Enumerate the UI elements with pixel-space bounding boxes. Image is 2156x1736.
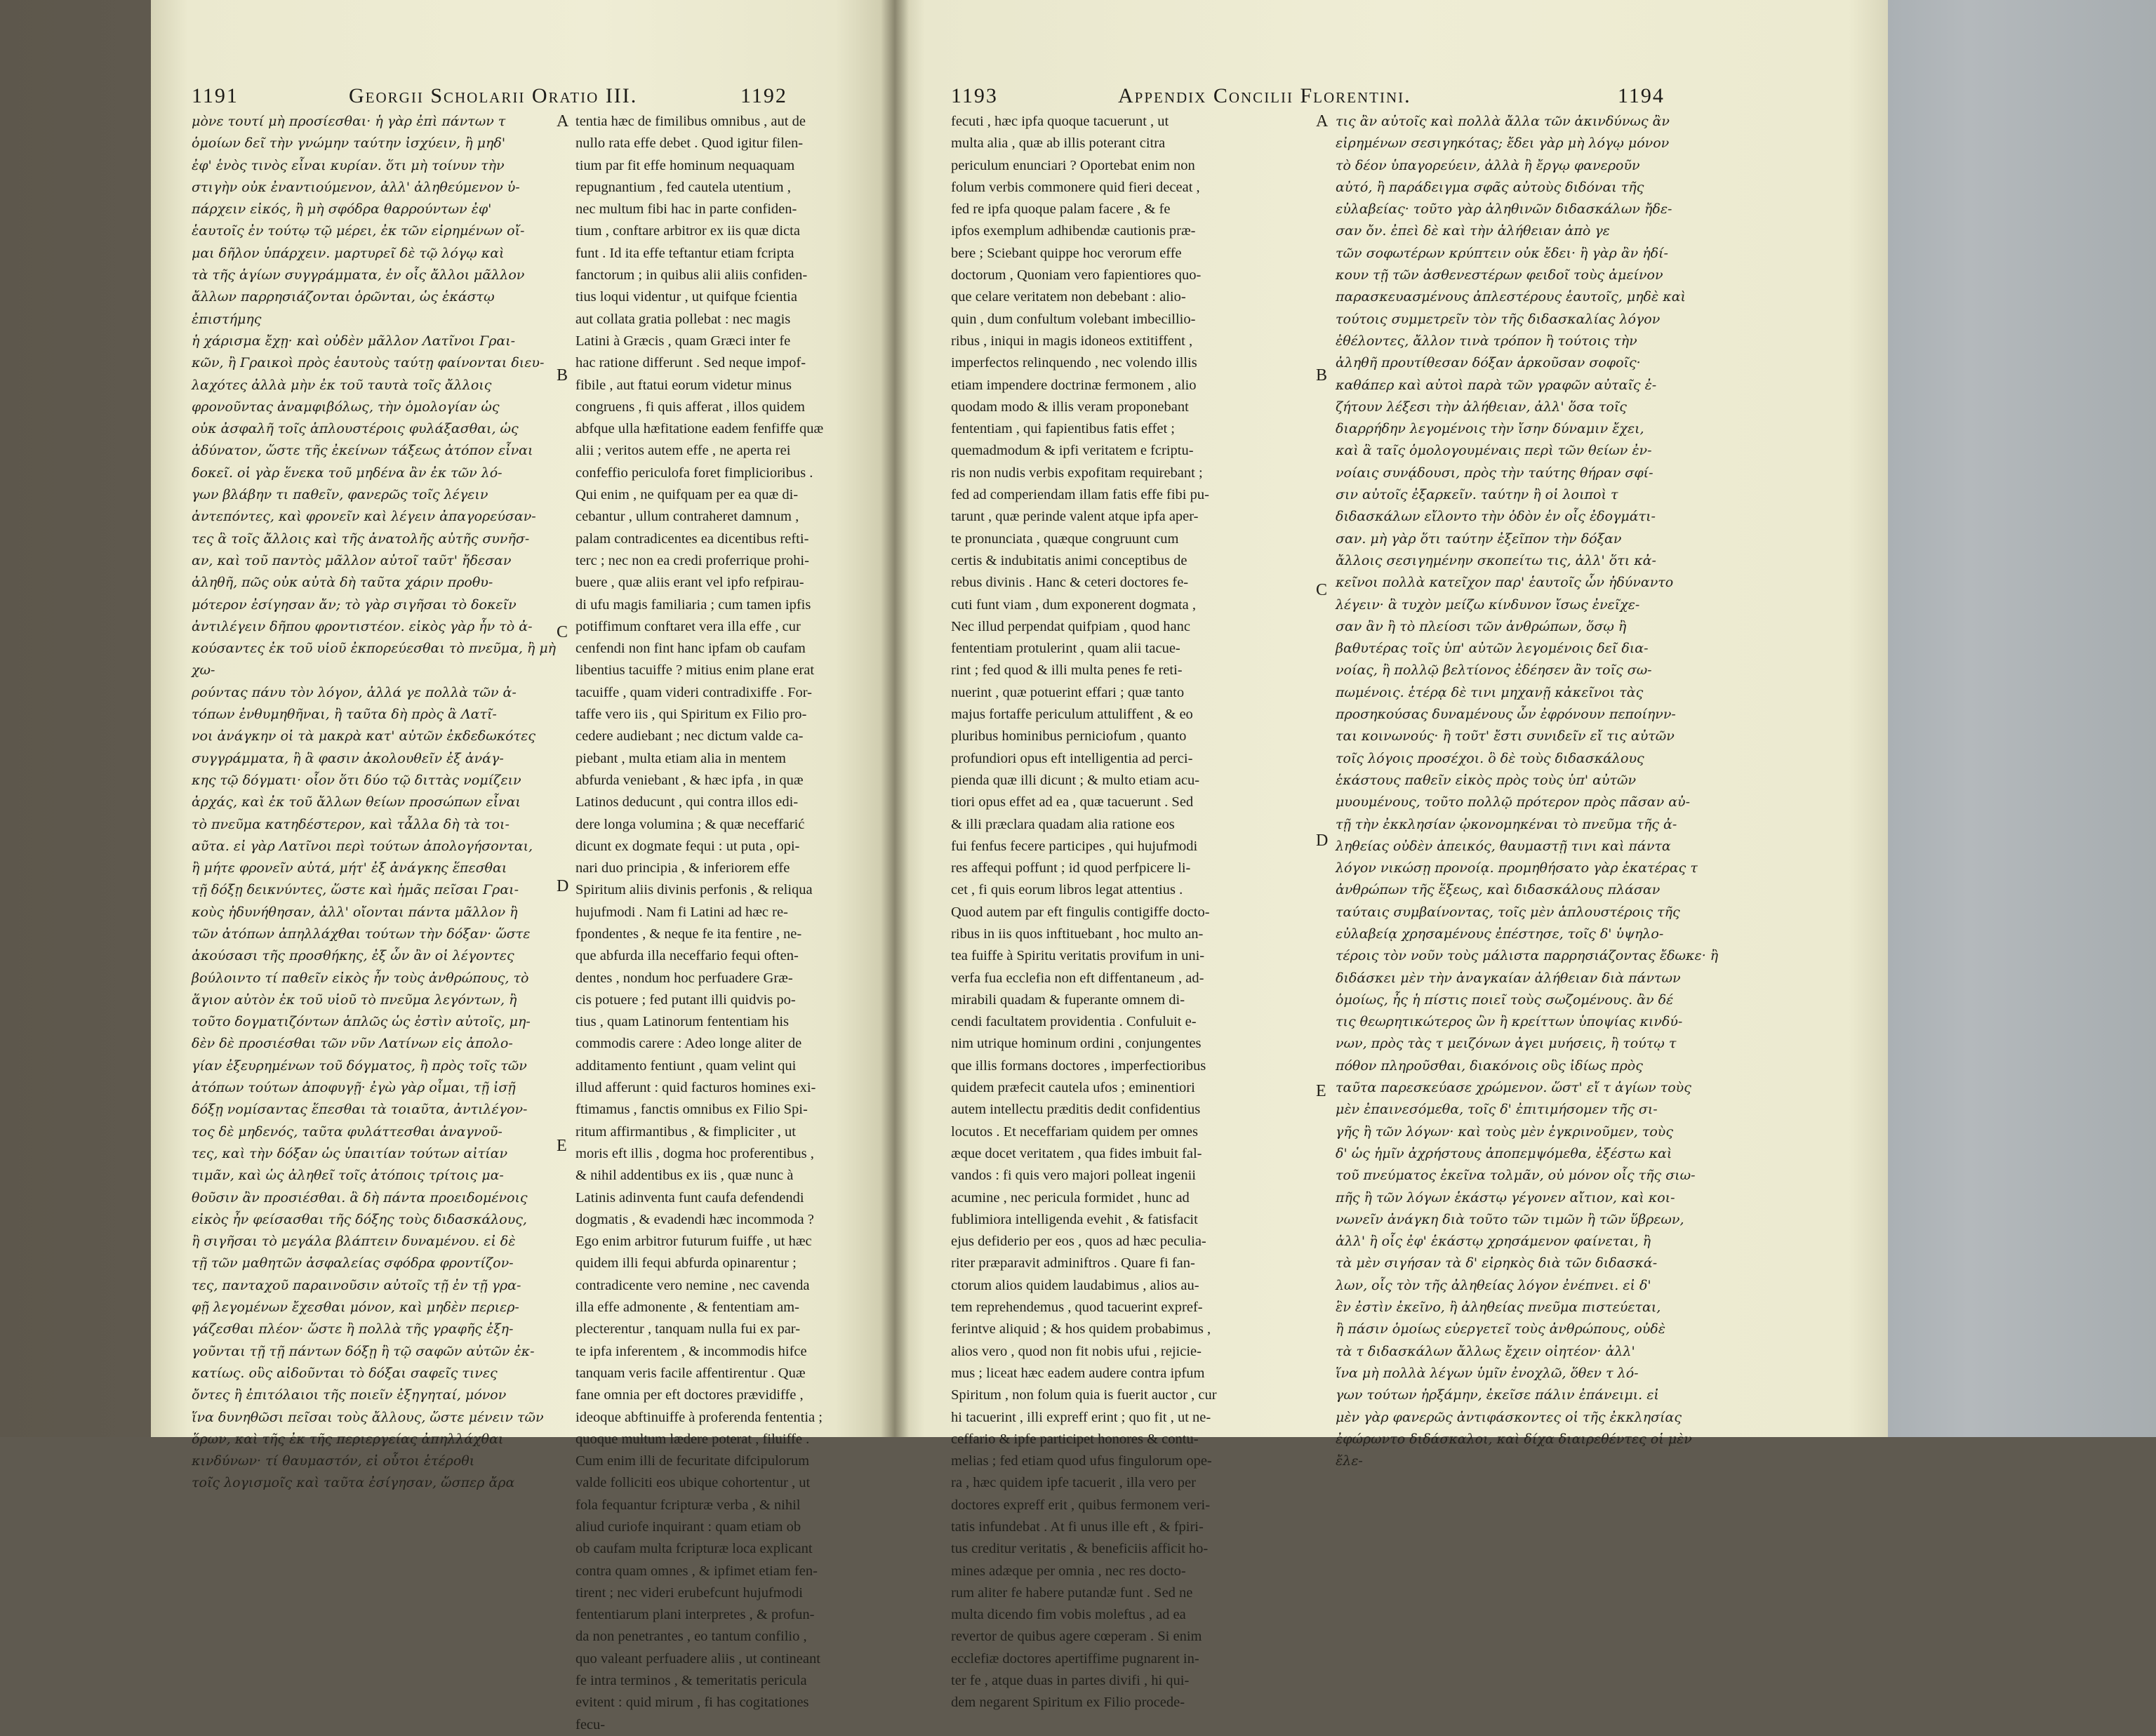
left-running-head — [151, 84, 895, 112]
page-number-1193: 1193 — [951, 84, 998, 107]
greek-column — [192, 111, 557, 1491]
running-title-right: Appendix Concilii Florentini. — [1118, 84, 1411, 107]
margin-letter-c: C — [557, 623, 568, 641]
margin-letter-a: A — [557, 112, 569, 131]
latin-column — [575, 111, 884, 1732]
margin-letter-d: D — [557, 877, 569, 895]
page-number-1191: 1191 — [192, 84, 239, 107]
page-number-1194: 1194 — [1618, 84, 1665, 107]
margin-letter-b: B — [1316, 366, 1328, 385]
greek-column — [1336, 111, 1729, 1469]
table-surface — [1888, 0, 2156, 1437]
left-page — [151, 0, 895, 1732]
margin-letter-a: A — [1316, 112, 1329, 131]
right-page — [895, 0, 1888, 1711]
latin-column — [951, 111, 1310, 1711]
margin-letter-b: B — [557, 366, 568, 385]
margin-letter-d: D — [1316, 832, 1329, 850]
greek-text: μὸνε τουτί μὴ προσίεσθαι· ἡ γὰρ ἐπὶ πάντων τ ὁμοίων δεῖ τὴν γνώμην ταύτην ἰσχύειν, ἢ μηδ' ἐφ' ἑνὸς τινὸς εἶναι κυρίαν. ὅτι μὴ τοίνυν τὴν στιγὴν οὐκ ἐναντιούμενον, ἀλλ' ἀληθεύμενον ὑ- πάρχειν εἰκός, ἢ μὴ σφόδρα θαρρούντων ἐφ' ἑαυτοῖς ἐν τούτῳ τῷ μέρει, ἐκ τῶν εἰρημένων οἴ- μαι δῆλον ὑπάρχειν. μαρτυρεῖ δὲ τῷ λόγῳ καὶ τὰ τῆς ἁγίων συγγράμματα, ἐν οἷς ἄλλοι μᾶλλον ἄλλων παρρησιάζονται ὁρῶνται, ὡς ἑκάστῳ ἐπιστήμης ἡ χάρισμα ἔχῃ· καὶ οὐδὲν μᾶλλον Λατῖνοι Γραι- κῶν, ἢ Γραικοὶ πρὸς ἑαυτοὺς ταύτῃ φαίνονται διευ- λαχότες ἀλλὰ μὴν ἐκ τοῦ ταυτὰ τοῖς ἄλλοις φρονοῦντας ἀναμφιβόλως, τὴν ὁμολογίαν ὡς οὐκ ἀσφαλῆ τοῖς ἁπλουστέροις φυλάξασθαι, ὡς ἀδύνατον, ὥστε τῆς ἐκείνων τάξεως ἀτόπον εἶναι δοκεῖ. οἱ γὰρ ἕνεκα τοῦ μηδένα ἂν ἐκ τῶν λό- γων βλάβην τι παθεῖν, φανερῶς τοῖς λέγειν ἀντεπόντες, καὶ φρονεῖν καὶ λέγειν ἀπαγορεύσαν- τες ἃ τοῖς ἄλλοις καὶ τῆς ἀνατολῆς αὐτῆς συνῆσ- αν, καὶ τοῦ παντὸς μᾶλλον αὐτοῖ ταῦτ' ἤδεσαν ἀληθῆ, πῶς οὐκ αὐτὰ δὴ ταῦτα χάριν προθυ- μότερον ἐσίγησαν ἄν; τὸ γὰρ σιγῆσαι τὸ δοκεῖν ἀντιλέγειν δῆπου φροντιστέον. εἰκὸς γὰρ ἦν τὸ ἀ- κούσαντες ἐκ τοῦ υἱοῦ ἐκπορεύεσθαι τὸ πνεῦμα, ἢ μὴ χω- ρούντας πάνυ τὸν λόγον, ἀλλά γε πολλὰ τῶν ἀ- τόπων ἐνθυμηθῆναι, ἢ ταῦτα δὴ πρὸς ἃ Λατῖ- νοι ἀνάγκην οἱ τὰ μακρὰ κατ' αὐτῶν ἐκδεδωκότες συγγράμματα, ἢ ἃ φασιν ἀκολουθεῖν ἐξ ἀνάγ- κης τῷ δόγματι· οἷον ὅτι δύο τῷ διττὰς νομίζειν ἀρχάς, καὶ ἐκ τοῦ ἄλλων θείων προσώπων εἶναι τὸ πνεῦμα κατηδέστερον, καὶ τἆλλα δὴ τὰ τοι- αῦτα. εἰ γὰρ Λατῖνοι περὶ τούτων ἀπολογήσονται, ἢ μήτε φρονεῖν αὐτά, μήτ' ἐξ ἀνάγκης ἕπεσθαι τῇ δόξῃ δεικνύντες, ὥστε καὶ ἡμᾶς πεῖσαι Γραι- κοὺς ἠδυνήθησαν, ἀλλ' οἴονται πάντα μᾶλλον ἢ τῶν ἀτόπων ἀπηλλάχθαι τούτων τὴν δόξαν· ὥστε ἀκούσασι τῆς προσθήκης, ἐξ ὧν ἂν οἱ λέγοντες βούλοιντο τί παθεῖν εἰκὸς ἦν τοὺς ἀνθρώπους, τὸ ἅγιον αὐτὸν ἐκ τοῦ υἱοῦ τὸ πνεῦμα λεγόντων, ἢ τοῦτο δογματιζόντων ἁπλῶς ὡς ἐστὶν αὐτοῖς, μη- δὲν δὲ προσιέσθαι τῶν νῦν Λατίνων εἰς ἀπολο- γίαν ἐξευρημένων τοῦ δόγματος, ἢ πρὸς τοῖς τῶν ἀτόπων τούτων ἀποφυγῇ· ἐγὼ γὰρ οἶμαι, τῇ ἰσῇ δόξῃ νομίσαντας ἕπεσθαι τὰ τοιαῦτα, ἀντιλέγον- τος δὲ μηδενός, ταῦτα φυλάττεσθαι ἀναγνοῦ- τες, καὶ τὴν δόξαν ὡς ὑπαιτίαν τούτων αἰτίαν τιμᾶν, καὶ ὡς ἀληθεῖ τοῖς ἀτόποις τρίτοις μα- θοῦσιν ἂν προσιέσθαι. ἃ δὴ πάντα προειδομένοις εἰκὸς ἦν φείσασθαι τῆς δόξης τοὺς διδασκάλους, ἢ σιγῆσαι τὸ μεγάλα βλάπτειν δυναμένου. εἰ δὲ τῇ τῶν μαθητῶν ἀσφαλείας σφόδρα φροντίζον- τες, πανταχοῦ παραινοῦσιν αὐτοῖς τῇ ἐν τῇ γρα- φῇ λεγομένων ἔχεσθαι μόνον, καὶ μηδὲν περιερ- γάζεσθαι πλέον· ὥστε ἢ πολλὰ τῆς γραφῆς ἐξη- γοῦνται τῇ τῇ πάντων δόξῃ ἢ τῷ σαφῶν αὐτῶν ἐκ- κατίως. οὓς αἰδοῦνται τὸ δόξαι σαφεῖς τινες ὄντες ἢ ἐπιτόλαιοι τῆς ποιεῖν ἐξηγηταί, μόνον ἵνα δυνηθῶσι πεῖσαι τοὺς ἄλλους, ὥστε μένειν τῶν ὅρων, καὶ τῆς ἐκ τῆς περιεργείας ἀπηλλάχθαι κινδύνων· τί θαυμαστόν, εἰ οὗτοι ἑτέροθι τοῖς λογισμοῖς καὶ ταῦτα ἐσίγησαν, ὥσπερ ἄρα — [192, 114, 557, 1491]
running-title-left: Georgii Scholarii Oratio III. — [349, 84, 638, 107]
margin-letter-c: C — [1316, 581, 1328, 599]
greek-text: τις ἂν αὐτοῖς καὶ πολλὰ ἄλλα τῶν ἀκινδύνως ἂν εἰρημένων σεσιγηκότας; ἔδει γὰρ μὴ λόγῳ μόνον τὸ δέον ὑπαγορεύειν, ἀλλὰ ἢ ἔργῳ φανεροῦν αὐτό, ἢ παράδειγμα σφᾶς αὐτοὺς διδόναι τῆς εὐλαβείας· τοῦτο γὰρ ἀληθινῶν διδασκάλων ἤδε- σαν ὄν. ἐπεὶ δὲ καὶ τὴν ἀλήθειαν ἀπὸ γε τῶν σοφωτέρων κρύπτειν οὐκ ἔδει· ἢ γὰρ ἂν ἠδί- κουν τῇ τῶν ἀσθενεστέρων φειδοῖ τοὺς ἀμείνον παρασκευασμένους ἀπλεστέρους ἑαυτοῖς, μηδὲ καὶ τούτοις συμμετρεῖν τὸν τῆς διδασκαλίας λόγον ἐθέλοντες, ἄλλον τινὰ τρόπον ἢ τούτοις τὴν ἀληθῆ προυτίθεσαν δόξαν ἀρκοῦσαν σοφοῖς· καθάπερ καὶ αὐτοὶ παρὰ τῶν γραφῶν αὐταῖς ἐ- ζήτουν λέξεσι τὴν ἀλήθειαν, ἀλλ' ὅσα τοῖς διαρρήδην λεγομένοις τὴν ἴσην δύναμιν ἔχει, καὶ ἃ ταῖς ὁμολογουμέναις περὶ τῶν θείων ἐν- νοίαις συνᾴδουσι, πρὸς τὴν ταύτης θήραν σφί- σιν αὐτοῖς ἐξαρκεῖν. ταύτην ἢ οἱ λοιποὶ τ διδασκάλων εἴλοντο τὴν ὁδὸν ἐν οἷς ἐδογμάτι- σαν. μὴ γὰρ ὅτι ταύτην ἐξεῖπον τὴν δόξαν ἄλλοις σεσιγημένην σκοπείτω τις, ἀλλ' ὅτι κἀ- κεῖνοι πολλὰ κατεῖχον παρ' ἑαυτοῖς ὧν ἠδύναντο λέγειν· ἃ τυχὸν μείζω κίνδυνον ἴσως ἐνεῖχε- σαν ἂν ἢ τὸ πλείοσι τῶν ἀνθρώπων, ὅσῳ ἢ βαθυτέρας τοῖς ὑπ' αὐτῶν λεγομένοις δεῖ δια- νοίας, ἢ πολλῷ βελτίονος ἐδέησεν ἂν τοῖς σω- πωμένοις. ἑτέρᾳ δὲ τινι μηχανῇ κἀκεῖνοι τὰς προσηκούσας δυναμένους ὧν ἐφρόνουν πεποίηνν- ται κοινωνούς· ἢ τοῦτ' ἔστι συνιδεῖν εἴ τις αὐτῶν τοῖς λόγοις προσέχοι. ὃ δὲ τοὺς διδασκάλους ἑκάστους παθεῖν εἰκὸς πρὸς τοὺς ὑπ' αὐτῶν μυουμένους, τοῦτο πολλῷ πρότερον πρὸς πᾶσαν αὐ- τῇ τὴν ἐκκλησίαν ᾠκονομηκέναι τὸ πνεῦμα τῆς ἀ- ληθείας οὐδὲν ἀπεικός, θαυμαστῇ τινι καὶ πάντα λόγον νικώσῃ προνοίᾳ. προμηθήσατο γὰρ ἑκατέρας τ ἀνθρώπων τῆς ἕξεως, καὶ διδασκάλους πλάσαν ταύταις συμβαίνοντας, τοῖς μὲν ἁπλουστέροις τῆς εὐλαβείᾳ χρησαμένους ἐπέστησε, τοῖς δ' ὑψηλο- τέροις τὸν νοῦν τοὺς μάλιστα παρρησιάζοντας ἔδωκε· ἢ διδάσκει μὲν τὴν ἀναγκαίαν ἀλήθειαν διὰ πάντων ὁμοίως, ἧς ἡ πίστις ποιεῖ τοὺς σωζομένους. ἂν δέ τις θεωρητικώτερος ὢν ἢ κρείττων ὑποψίας κινδύ- νων, πρὸς τὰς τ μειζόνων ἀγει μυήσεις, ἢ τούτῳ τ πόθον πληροῦσθαι, διακόνοις οὓς ἰδίως πρὸς ταῦτα παρεσκεύασε χρώμενον. ὥστ' εἴ τ ἁγίων τοὺς μὲν ἐπαινεσόμεθα, τοῖς δ' ἐπιτιμήσομεν τῆς σι- γῆς ἢ τῶν λόγων· καὶ τοὺς μὲν ἐγκρινοῦμεν, τοὺς δ' ὡς ἡμῖν ἀχρήστους ἀποπεμψόμεθα, ἐξέστω καὶ τοῦ πνεύματος ἐκεῖνα τολμᾶν, οὐ μόνον οἷς τῆς σιω- πῆς ἢ τῶν λόγων ἑκάστῳ γέγονεν αἴτιον, καὶ κοι- νωνεῖν ἀνάγκη διὰ τοῦτο τῶν τιμῶν ἢ τῶν ὕβρεων, ἀλλ' ἢ οἷς ἐφ' ἑκάστῳ χρησάμενον φαίνεται, ἢ τὰ μὲν σιγήσαν τὰ δ' εἰρηκὸς διὰ τῶν διδασκά- λων, οἷς τὸν τῆς ἀληθείας λόγον ἐνέπνει. εἰ δ' ἓν ἐστὶν ἐκεῖνο, ἢ ἀληθείας πνεῦμα πιστεύεται, ἢ πάσιν ὁμοίως εὐεργετεῖ τοὺς ἀνθρώπους, οὐδὲ τὰ τ διδασκάλων ἄλλως ἔχειν οἰητέον· ἀλλ' ἵνα μὴ πολλὰ λέγων ὑμῖν ἐνοχλῶ, ὅθεν τ λό- γων τούτων ἠρξάμην, ἐκεῖσε πάλιν ἐπάνειμι. εἰ μὲν γὰρ φανερῶς ἀντιφάσκοντες οἱ τῆς ἐκκλησίας ἐφώρωντο διδάσκαλοι, καὶ δίχα διαιρεθέντες οἱ μὲν ἔλε- — [1336, 114, 1719, 1469]
right-running-head — [895, 84, 1888, 112]
margin-letter-e: E — [1316, 1082, 1326, 1100]
page-number-1192: 1192 — [740, 84, 787, 107]
latin-text: tentia hæc de fimilibus omnibus , aut de nullo rata effe debet . Quod igitur filen- tium par fit effe hominum nequaquam repugnantium , fed cautela utentium , nec multum fibi hac in parte confiden- tium , conftare arbitror ex iis quæ dicta funt . Id ita effe teftantur etiam fcripta fanctorum ; in quibus alii aliis confiden- tius loqui videntur , ut quifque fcientia aut collata gratia pollebat : nec magis Latini à Græcis , quam Græci inter fe hac ratione differunt . Sed neque impof- fibile , aut ftatui eorum videtur minus congruens , fi quis afferat , illos quidem abfque ulla hæfitatione eadem fenfiffe quæ alii ; veritos autem effe , ne aperta rei confeffio periculofa foret fimplicioribus . Qui enim , ne quifquam per ea quæ di- cebantur , ullum contraheret damnum , palam contradicentes ea dicentibus refti- terc ; nec non ea credi proferrique prohi- buere , quæ aliis erant vel ipfo refpirau- di ufu magis familiaria ; cum tamen ipfis potiffimum conftaret vera illa effe , cur cenfendi non fint hanc ipfam ob caufam libentius tacuiffe ? mitius enim plane erat tacuiffe , quam videri contradixiffe . For- taffe vero iis , qui Spiritum ex Filio pro- cedere audiebant ; nec dictum valde ca- piebant , multa etiam alia in mentem abfurda veniebant , & hæc ipfa , in quæ Latinos deducunt , qui contra illos edi- dere longa volumina ; & quæ neceffarić dicunt ex dogmate fequi : ut puta , opi- nari duo principia , & inferiorem effe Spiritum aliis divinis perfonis , & reliqua hujufmodi . Nam fi Latini ad hæc re- fpondentes , & neque fe ita fentire , ne- que abfurda illa neceffario fequi often- dentes , nondum hoc perfuadere Græ- cis potuere ; fed putant illi quidvis po- tius , quam Latinorum fententiam his commodis carere : Adeo longe aliter de additamento fentiunt , quam velint qui illud afferunt : quid facturos homines exi- ftimamus , fanctis omnibus ex Filio Spi- ritum affirmantibus , & fimpliciter , ut moris eft illis , dogma hoc proferentibus , & nihil addentibus ex iis , quæ nunc à Latinis adinventa funt caufa defendendi dogmatis , & evadendi hæc incommoda ? Ego enim arbitror futurum fuiffe , ut hæc quidem illi fequi abfurda opinarentur ; contradicente vero nemine , nec cavenda illa effe admonente , & fententiam am- plecterentur , tanquam nulla fui ex par- te ipfa inferentem , & incommodis hifce tanquam veris facile affentirentur . Quæ fane omnia per eft doctores prævidiffe , ideoque abftinuiffe à proferenda fententia ; quoque multum lædere poterat , filuiffe . Cum enim illi de fecuritate difcipulorum valde folliciti eos ubique cohortentur , ut fola fequantur fcripturæ verba , & nihil aliud curiofe inquirant : quam etiam ob ob caufam multa fcripturæ loca explicant contra quam omnes , & ipfimet etiam fen- tirent ; nec videri erubefcunt hujufmodi fententiarum plani interpretes , & profun- da non penetrantes , eo tantum confilio , quo valeant perfuadere aliis , ut contineant fe intra terminos , & temeritatis pericula evitent : quid mirum , fi has cogitationes fecu- — [575, 114, 824, 1732]
latin-text: fecuti , hæc ipfa quoque tacuerunt , ut multa alia , quæ ab illis poterant citra periculum enunciari ? Oportebat enim non folum verbis commonere quid fieri deceat , fed re ipfa quoque palam facere , & fe ipfos exemplum adhibendæ cautionis præ- bere ; Sciebant quippe hoc verorum effe doctorum , Quoniam vero fapientiores quo- que celare veritatem non debebant : alio- quin , dum confultum volebant imbecillio- ribus , iniqui in magis idoneos extitiffent , imperfectos relinquendo , nec volendo illis etiam impendere doctrinæ fermonem , alio quodam modo & illis veram proponebant fententiam , qui fapientibus fatis effet ; quemadmodum & ipfi veritatem e fcriptu- ris non nudis verbis expofitam requirebant ; fed ad comperiendam illam fatis effe fibi pu- tarunt , quæ perinde valent atque ipfa aper- te pronunciata , quæque congruunt cum certis & indubitatis animi conceptibus de rebus divinis . Hanc & ceteri doctores fe- cuti funt viam , dum exponerent dogmata , Nec illud perpendat quifpiam , quod hanc fententiam protulerint , quam alii tacue- rint ; fed quod & illi multa penes fe reti- nuerint , quæ potuerint effari ; quæ tanto majus fortaffe periculum attuliffent , & eo pluribus hominibus perniciofum , quanto profundiori opus eft intelligentia ad perci- pienda quæ illi dicunt ; & multo etiam acu- tiori opus effet ad ea , quæ tacuerunt . Sed & illi præclara quadam alia ratione eos fui fenfus fecere participes , qui hujufmodi res affequi poffunt ; id quod perfpicere li- cet , fi quis eorum libros legat attentius . Quod autem par eft fingulis contigiffe docto- ribus in iis quos inftituebant , hoc multo an- tea fuiffe à Spiritu veritatis provifum in uni- verfa fua ecclefia non eft diffentaneum , ad- mirabili quadam & fuperante omnem di- cendi facultatem providentia . Confuluit e- nim utrique hominum ordini , conjungentes que illis formans doctores , imperfectioribus quidem præfecit cautela ufos ; eminentiori autem intellectu præditis dedit confidentius locutos . Et neceffariam quidem per omnes æque docet veritatem , qua fides imbuit fal- vandos : fi quis vero majori polleat ingenii acumine , nec pericula formidet , hunc ad fublimiora intelligenda evehit , & fatisfacit ejus defiderio per eos , quos ad hæc peculia- riter præparavit adminiftros . Quare fi fan- ctorum alios quidem laudabimus , alios au- tem reprehendemus , quod tacuerint expref- ferintve aliquid ; & hos quidem probabimus , alios vero , quod non fit nobis ufui , rejicie- mus ; liceat hæc eadem audere contra ipfum Spiritum , non folum quia is fuerit auctor , cur hi tacuerint , illi expreff erint ; quo fit , ut ne- ceffario & ipfe participet honores & contu- melias ; fed etiam quod ufus fingulorum ope- ra , hæc quidem ipfe tacuerit , illa vero per doctores expreff erit , quibus fermonem veri- tatis infundebat . At fi unus ille eft , & fpiri- tus creditur veritatis , & beneficiis afficit ho- mines adæque per omnia , nec res docto- rum aliter fe habere putandæ funt . Sed ne multa dicendo fim vobis moleftus , ad ea revertor de quibus agere cœperam . Si enim ecclefiæ doctores apertiffime pugnarent in- ter fe , atque duas in partes divifi , hi qui- dem negarent Spiritum ex Filio procede- — [951, 114, 1217, 1711]
margin-letter-e: E — [557, 1137, 567, 1155]
book-gutter — [881, 0, 909, 1437]
